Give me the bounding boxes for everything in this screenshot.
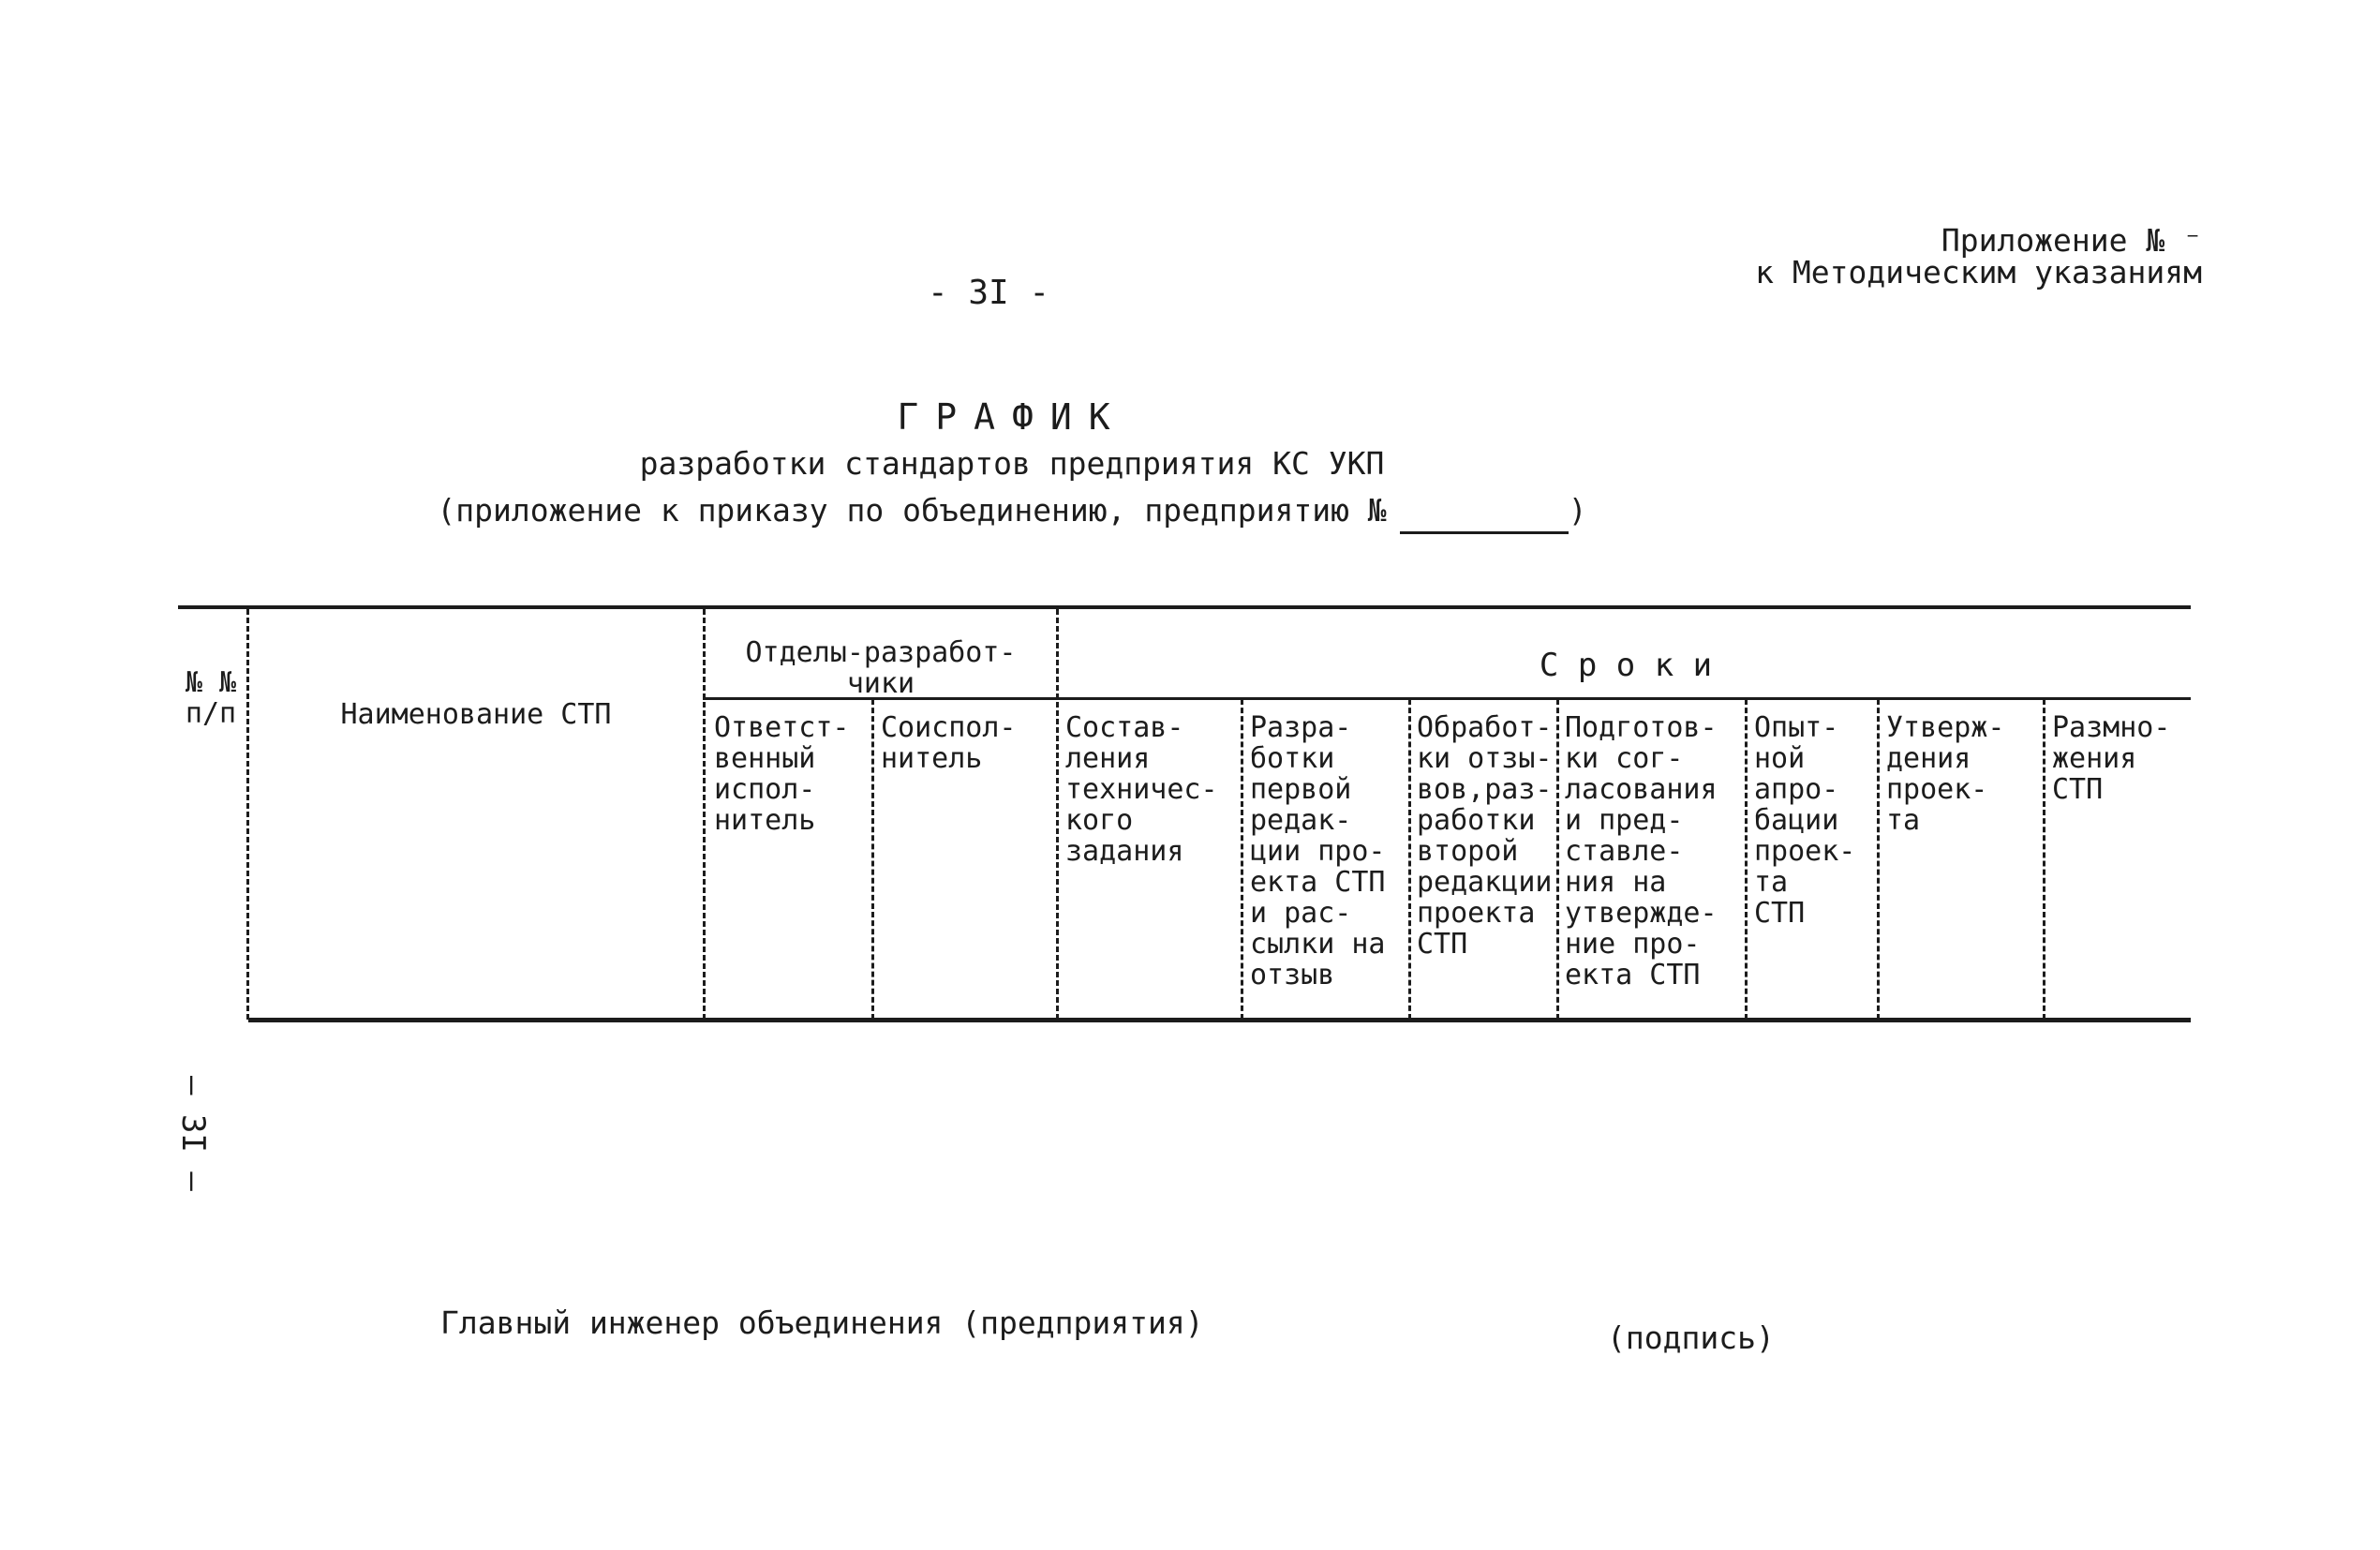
page-number: - 3I - <box>928 274 1050 312</box>
group-header-developers: Отделы-разработ- чики <box>745 636 1017 700</box>
order-number-blank <box>1400 499 1569 534</box>
column-divider <box>871 699 874 1020</box>
column-divider <box>1241 699 1243 1020</box>
signature-label: (подпись) <box>1607 1319 1775 1356</box>
column-header-name: Наименование СТП <box>340 698 612 731</box>
order-close: ) <box>1568 492 1587 529</box>
column-divider <box>1877 699 1880 1020</box>
column-header-term-trial: Опыт- ной апро- бации проек- та СТП <box>1754 711 1856 930</box>
side-page-mark: — 3I — <box>174 1076 212 1191</box>
order-text: (приложение к приказу по объединению, предприятию № <box>437 492 1387 529</box>
group-header-terms: С р о к и <box>1539 647 1713 684</box>
column-divider <box>1556 699 1559 1020</box>
column-header-term-approval-prep: Подготов- ки сог- ласования и пред- ставле- ния на утвержде- ние про- екта СТП <box>1565 711 1718 991</box>
signature-title: Главный инженер объединения (предприятия) <box>440 1304 1204 1341</box>
column-header-term-approval: Утверж- дения проек- та <box>1886 711 2005 837</box>
column-header-term-reproduction: Размно- жения СТП <box>2052 711 2171 806</box>
document-subtitle: разработки стандартов предприятия КС УКП <box>639 445 1385 482</box>
column-divider <box>1408 699 1411 1020</box>
column-divider <box>1056 609 1059 1020</box>
column-header-number: № № п/п <box>185 666 237 730</box>
column-divider <box>703 609 706 1020</box>
column-header-term-first-draft: Разра- ботки первой редак- ции про- екта СТП и рас- сылки на отзыв <box>1250 711 1386 991</box>
document-title: ГРАФИК <box>897 396 1127 438</box>
appendix-reference <box>1755 222 2202 291</box>
column-divider <box>1745 699 1748 1020</box>
column-divider <box>246 609 249 1020</box>
column-header-coexecutor: Соиспол- нитель <box>881 711 1017 775</box>
column-divider <box>2043 699 2045 1020</box>
table-bottom-rule <box>248 1018 2191 1022</box>
column-header-term-assignment: Состав- ления техничес- кого задания <box>1065 711 1218 868</box>
appendix-line-2: к Методическим указаниям <box>1755 254 2202 291</box>
column-header-term-second-draft: Обработ- ки отзы- вов,раз- работки второй редакции проекта СТП <box>1417 711 1553 961</box>
column-header-responsible: Ответст- венный испол- нитель <box>714 711 850 837</box>
appendix-line-1: Приложение № ⁻ <box>1941 222 2202 259</box>
order-line <box>0 487 2024 534</box>
title-block <box>0 394 2024 534</box>
table-top-rule <box>178 605 2191 609</box>
